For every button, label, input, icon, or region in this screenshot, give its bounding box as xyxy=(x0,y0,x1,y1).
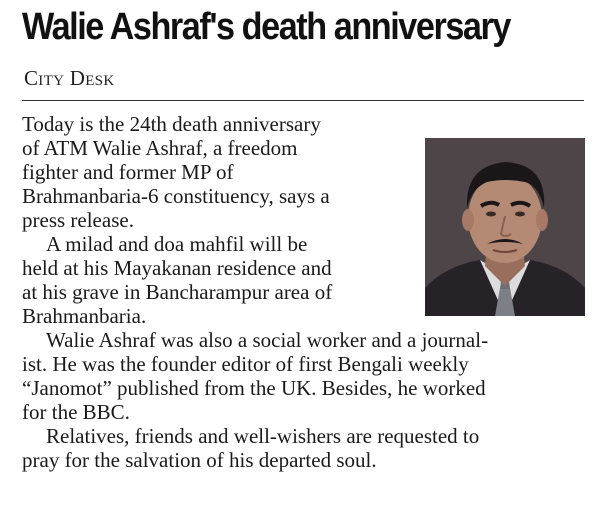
body-line: Brahmanbaria. xyxy=(22,304,147,328)
headline-divider xyxy=(22,100,584,101)
body-line: for the BBC. xyxy=(22,400,130,424)
body-line: Relatives, friends and well-wishers are requested to xyxy=(46,424,480,448)
body-line: “Janomot” published from the UK. Besides, he worked xyxy=(22,376,486,400)
body-line: Today is the 24th death anniversary xyxy=(22,112,321,136)
body-line: held at his Mayakanan residence and xyxy=(22,256,332,280)
body-line: at his grave in Bancharampur area of xyxy=(22,280,333,304)
body-line: press release. xyxy=(22,208,134,232)
body-line: pray for the salvation of his departed soul. xyxy=(22,448,377,472)
body-line: of ATM Walie Ashraf, a freedom xyxy=(22,136,298,160)
article-body xyxy=(22,112,489,472)
article-headline: Walie Ashraf's death anniversary xyxy=(22,6,510,48)
portrait-photo xyxy=(425,138,585,316)
body-line: Walie Ashraf was also a social worker and a journal- xyxy=(46,328,489,352)
article-byline: City Desk xyxy=(24,66,115,90)
body-line: A milad and doa mahfil will be xyxy=(46,232,308,256)
body-line: ist. He was the founder editor of first Bengali weekly xyxy=(22,352,469,376)
body-line: Brahmanbaria-6 constituency, says a xyxy=(22,184,330,208)
body-line: fighter and former MP of xyxy=(22,160,234,184)
